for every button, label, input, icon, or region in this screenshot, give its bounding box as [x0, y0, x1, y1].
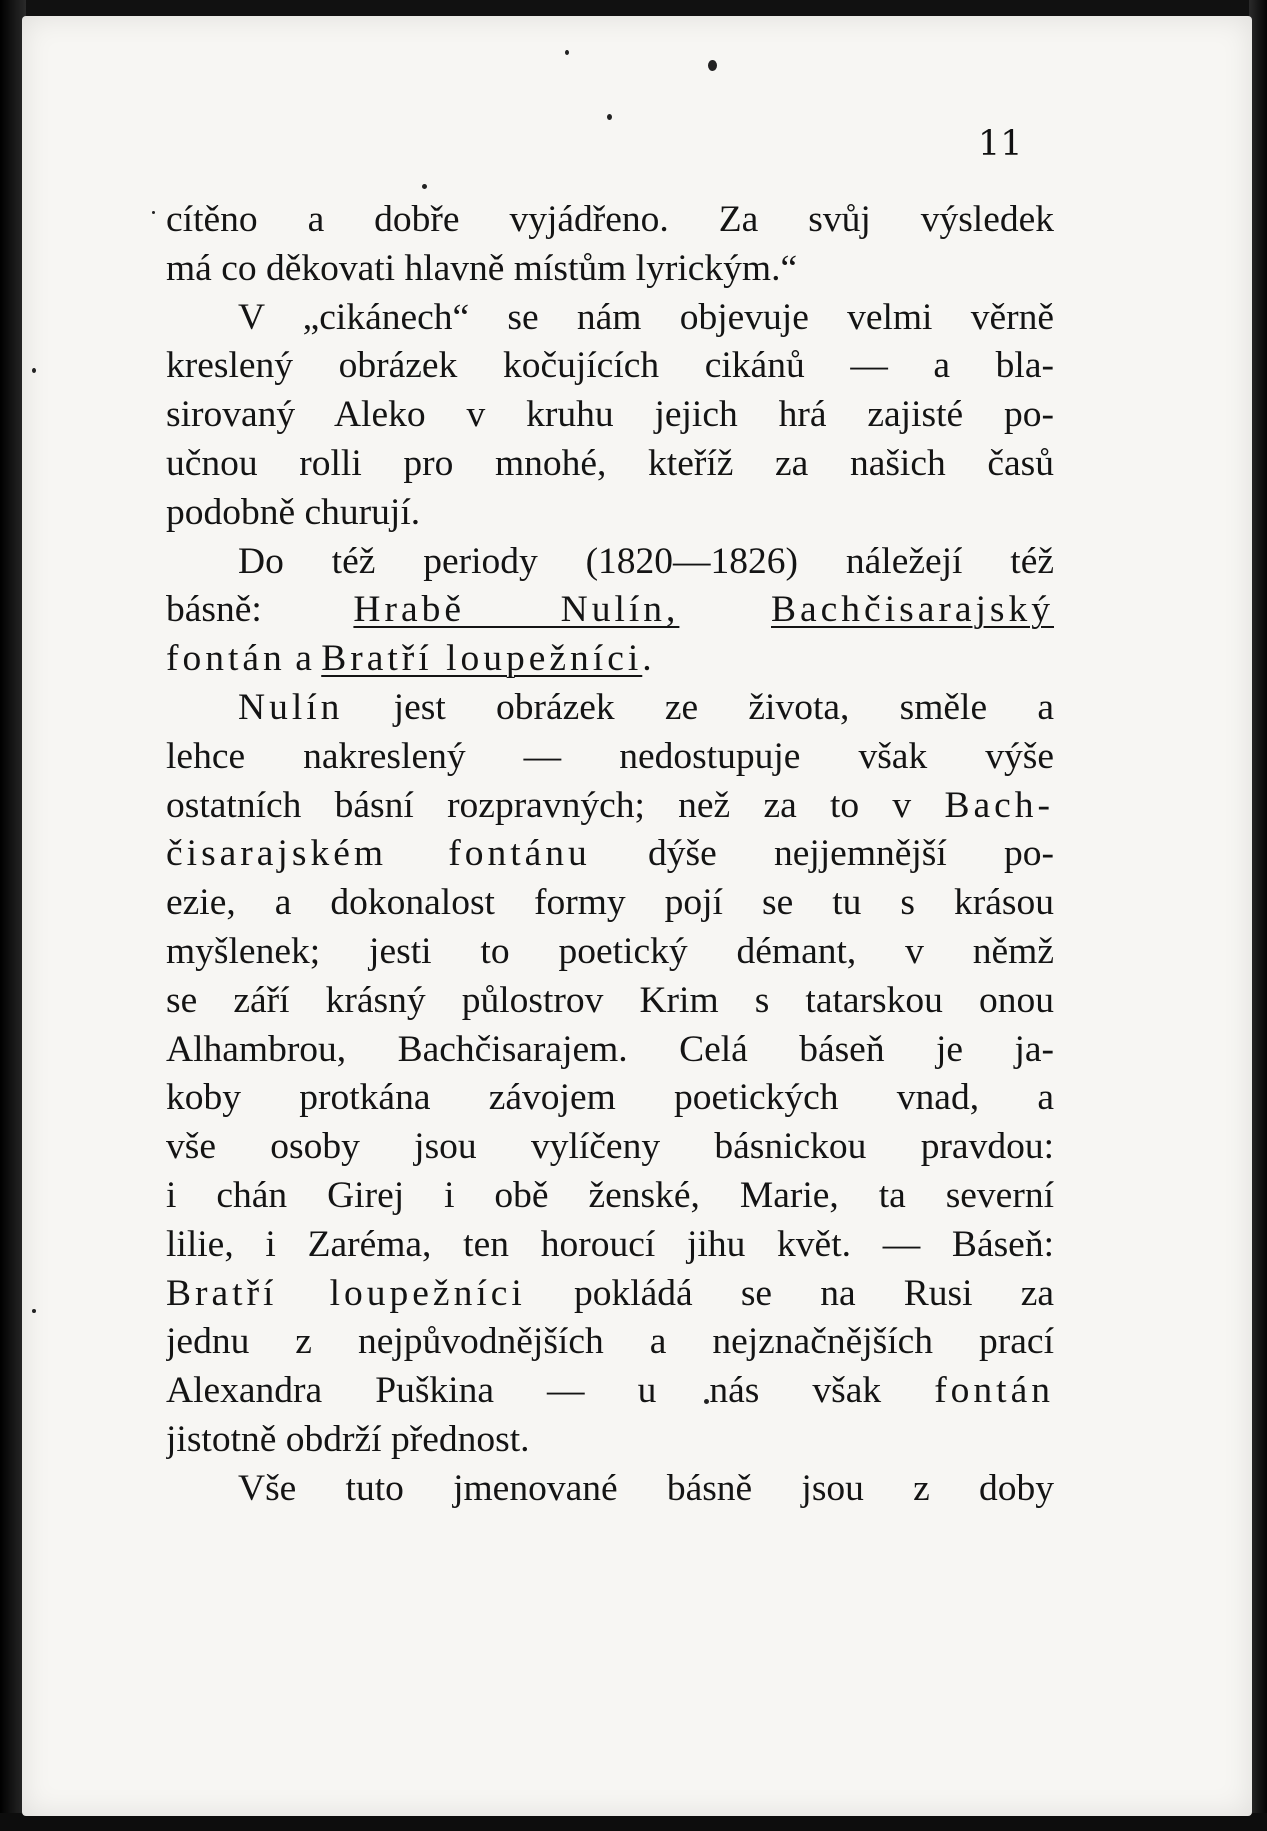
text-line: lehce nakreslený — nedostupuje však výše [166, 735, 1054, 777]
text-line: sirovaný Aleko v kruhu jejich hrá zajisté po- [166, 394, 1054, 436]
text-line [166, 586, 1054, 635]
text-line: myšlenek; jesti to poetický démant, v němž [166, 930, 1054, 972]
text-line: koby protkána závojem poetických vnad, a [166, 1077, 1054, 1119]
text-line [166, 1367, 1054, 1416]
ink-speck [422, 184, 427, 189]
text-line: cítěno a dobře vyjádřeno. Za svůj výsledek [166, 199, 1054, 240]
text-run: dýše nejjemnější po- [648, 833, 1054, 875]
poem-title: fontán [166, 638, 286, 680]
poem-title: čisarajském fontánu [166, 833, 591, 875]
body-text [166, 196, 1054, 1514]
ink-speck [152, 211, 155, 214]
text-line: i chán Girej i obě ženské, Marie, ta severní [166, 1174, 1054, 1216]
poem-title: fontán [934, 1370, 1054, 1412]
text-line: Do též periody (1820—1826) náležejí též [238, 540, 1054, 582]
text-run: jest obrázek ze života, směle a [393, 686, 1054, 728]
poem-title: Hrabě Nulín, [353, 589, 680, 631]
ink-speck [32, 1309, 36, 1313]
text-line: má co děkovati hlavně místům lyrickým.“ [166, 247, 798, 289]
text-line: učnou rolli pro mnohé, kteříž za našich časů [166, 442, 1054, 484]
text-run: a [295, 638, 312, 680]
poem-title: Bratří loupežníci [321, 638, 643, 680]
ink-speck [565, 50, 569, 55]
text-line: Alhambrou, Bachčisarajem. Celá báseň je ja- [166, 1028, 1054, 1070]
text-line [166, 635, 1054, 684]
text-line: kreslený obrázek kočujících cikánů — a bla- [166, 345, 1054, 387]
poem-title: Nulín [238, 686, 344, 728]
text-line: Vše tuto jmenované básně jsou z doby [238, 1467, 1054, 1509]
ink-speck [32, 368, 36, 373]
text-line: podobně churují. [166, 491, 421, 533]
ink-speck [607, 114, 612, 120]
text-line [166, 830, 1054, 879]
text-line: jednu z nejpůvodnějších a nejznačnějších prací [166, 1321, 1054, 1363]
page-number: 11 [978, 124, 1023, 164]
text-run: básně: [166, 589, 262, 631]
text-line: jistotně obdrží přednost. [166, 1418, 530, 1460]
ink-speck [708, 60, 717, 71]
text-line: vše osoby jsou vylíčeny básnickou pravdou: [166, 1126, 1054, 1168]
text-run: ostatních básní rozpravných; než za to v [166, 784, 912, 826]
text-line [166, 684, 1054, 733]
poem-title: Bachčisarajský [771, 589, 1054, 631]
text-line: se září krásný půlostrov Krim s tatarskou onou [166, 979, 1054, 1021]
text-run: pokládá se na Rusi za [573, 1272, 1054, 1314]
text-line [166, 782, 1054, 831]
text-run: Alexandra Puškina — u nás však [166, 1370, 882, 1412]
poem-title: Bratří loupežníci [166, 1272, 526, 1314]
poem-title: Bach- [944, 784, 1054, 826]
text-line: V „cikánech“ se nám objevuje velmi věrně [238, 296, 1054, 338]
text-run: . [642, 638, 652, 680]
text-line: ezie, a dokonalost formy pojí se tu s krásou [166, 882, 1054, 924]
text-line: lilie, i Zaréma, ten horoucí jihu květ. — Báseň: [166, 1223, 1054, 1265]
text-line [166, 1270, 1054, 1319]
